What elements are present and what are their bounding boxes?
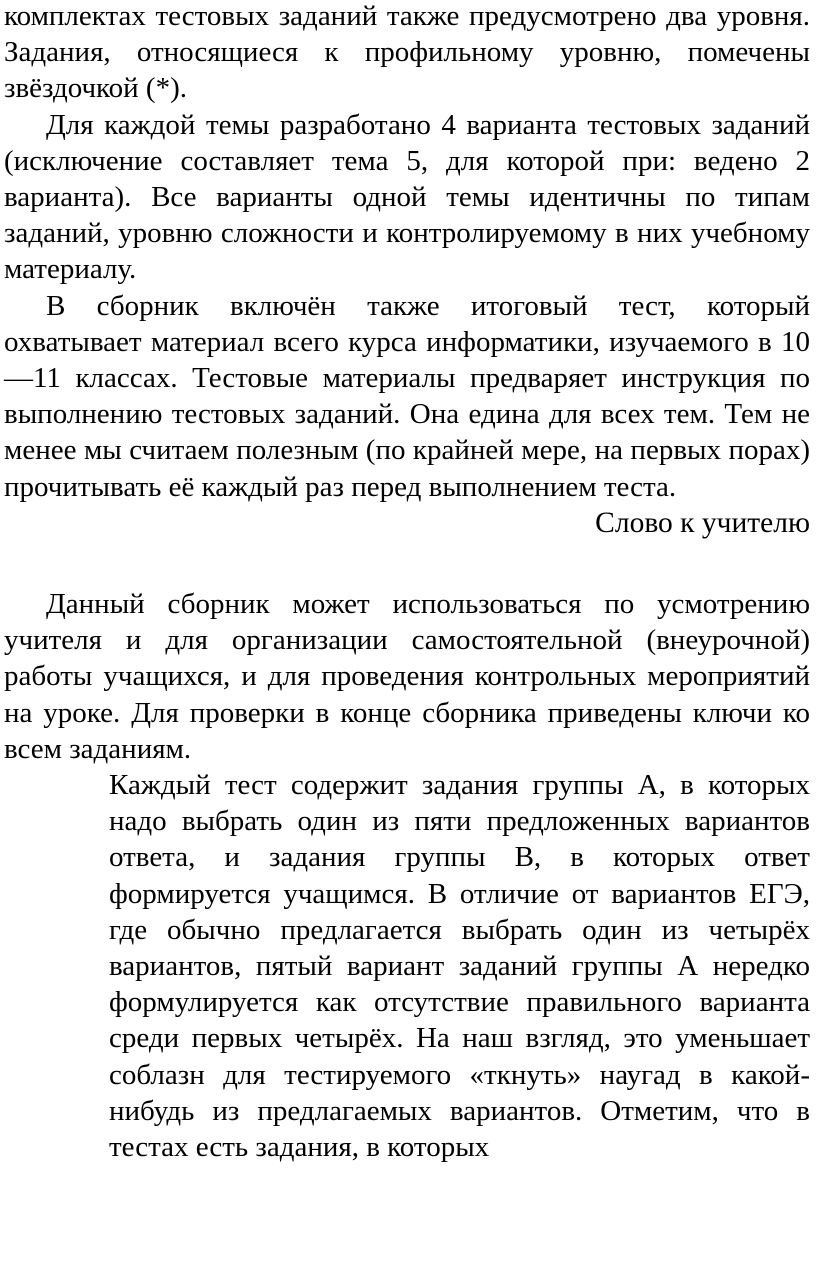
paragraph-test-structure: Каждый тест содержит задания группы А, в которых надо выбрать один из пяти предложенных вариантов ответа, и задания группы В, в которых ответ формируется учащимся. В отличие от вариантов ЕГЭ, где обычно предлагается выбрать один из четырёх вариантов, пятый вариант заданий группы А нередко формулируется как отсутствие правильного варианта среди первых четырёх. На наш взгляд, это уменьшает соблазн для тестируемого «ткнуть» наугад в какой-нибудь из предлагаемых вариантов. Отметим, что в тестах есть задания, в которых <box>109 769 810 1164</box>
section-heading: Слово к учителю <box>595 506 810 539</box>
paragraph-levels: комплектах тестовых заданий также предусмотрено два уровня. Задания, относящиеся к профильному уровню, помечены звёздочкой (*). <box>4 0 810 105</box>
paragraph-variants: Для каждой темы разработано 4 варианта тестовых заданий (исключение составляет тема 5, для которой при: ведено 2 варианта). Все варианты одной темы идентичны по типам заданий, уровню сложности и контролируемому в них учебному материалу. <box>4 108 810 286</box>
document-page <box>4 0 810 1165</box>
paragraph-final-test: В сборник включён также итоговый тест, который охватывает материал всего курса информатики, изучаемого в 10—11 классах. Тестовые материалы предваряет инструкция по выполнению тестовых заданий. Она едина для всех тем. Тем не менее мы считаем полезным (по крайней мере, на первых порах) прочитывать её каждый раз перед выполнением теста. <box>4 289 810 503</box>
section-spacer <box>4 541 810 586</box>
paragraph-teacher-usage: Данный сборник может использоваться по усмотрению учителя и для организации самостоятельной (внеурочной) работы учащихся, и для проведения контрольных мероприятий на уроке. Для проверки в конце сборника приведены ключи ко всем заданиям. <box>4 588 810 765</box>
